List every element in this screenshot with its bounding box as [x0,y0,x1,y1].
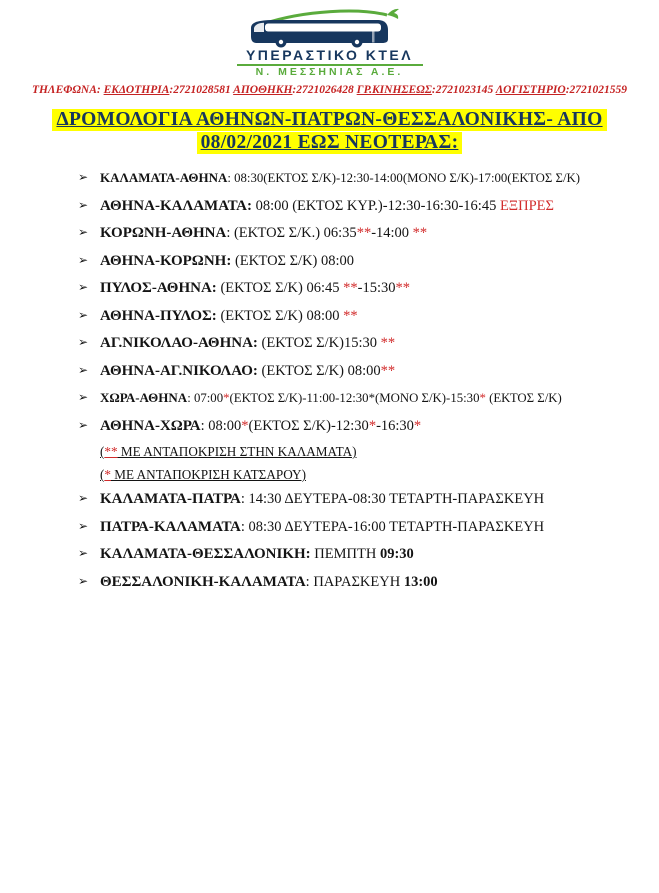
route-times: (ΕΚΤΟΣ Σ/Κ) 08:00 [257,362,381,379]
arrow-bullet-icon: ➢ [78,417,89,432]
arrow-bullet-icon: ➢ [78,280,89,294]
title-line-1: ΔΡΟΜΟΛΟΓΙΑ ΑΘΗΝΩΝ-ΠΑΤΡΩΝ-ΘΕΣΣΑΛΟΝΙΚΗΣ- ΑΠΟ [52,109,606,131]
route-times: : ΠΑΡΑΣΚΕΥΗ [305,573,404,590]
phone-number: :2721021559 [565,84,628,96]
route-line [100,279,410,297]
routes-list [78,169,618,591]
route-times: (ΕΚΤΟΣ Σ/Κ) 08:00 [231,252,355,269]
footnote [100,467,618,483]
route-line [100,417,421,435]
route-times: ΠΕΜΠΤΗ [310,546,380,562]
route-name: ΠΥΛΟΣ-ΑΘΗΝΑ: [100,280,217,296]
route-name: ΑΘΗΝΑ-ΑΓ.ΝΙΚΟΛΑΟ: [100,362,258,379]
red-marker: ** [412,225,428,241]
arrow-bullet-icon: ➢ [78,197,89,212]
route-times: 13:00 [403,573,438,590]
route-row [78,279,618,297]
route-line [100,490,544,508]
route-name: ΚΟΡΩΝΗ-ΑΘΗΝΑ [100,225,227,241]
page-title [0,109,659,155]
arrow-bullet-icon: ➢ [78,335,89,349]
route-row [78,490,618,508]
red-marker: ΕΞΠΡΕΣ [499,197,554,214]
route-row [78,545,618,563]
route-name: ΑΘΗΝΑ-ΚΟΡΩΝΗ: [100,252,232,269]
arrow-bullet-icon: ➢ [78,307,89,322]
route-times: -14:00 [371,225,413,241]
arrow-bullet-icon: ➢ [78,518,89,533]
arrow-bullet-icon: ➢ [78,362,89,377]
route-times: : 08:00 [200,417,242,434]
phone-number: :2721026428 [292,84,357,96]
route-row [78,252,618,270]
red-marker: ** [343,280,358,296]
route-times: : 08:30(ΕΚΤΟΣ Σ/Κ)-12:30-14:00(ΜΟΝΟ Σ/Κ)-17:00(ΕΚΤΟΣ Σ/Κ) [227,171,581,185]
route-times: : 07:00 [187,391,224,405]
route-name: ΑΘΗΝΑ-ΧΩΡΑ [100,417,201,434]
footnote-text: ΜΕ ΑΝΤΑΠΟΚΡΙΣΗ ΣΤΗΝ ΚΑΛΑΜΑΤΑ) [117,444,357,459]
route-line [100,307,358,325]
red-marker: * [223,391,230,405]
route-times: (ΕΚΤΟΣ Σ/Κ)15:30 [257,335,381,351]
route-row [78,307,618,325]
footnote [100,444,618,460]
route-line [100,197,554,215]
logo-company-name: ΥΠΕΡΑΣΤΙΚΟ ΚΤΕΛ [245,47,414,63]
phone-prefix: ΤΗΛΕΦΩΝΑ: [31,84,104,96]
route-name: ΑΘΗΝΑ-ΠΥΛΟΣ: [100,307,217,324]
route-times: 09:30 [379,546,414,562]
route-row [78,389,618,407]
route-line [100,169,580,187]
red-marker: ** [104,444,118,459]
arrow-bullet-icon: ➢ [78,252,89,267]
route-row [78,169,618,187]
title-line-2: 08/02/2021 ΕΩΣ ΝΕΟΤΕΡΑΣ: [197,132,463,154]
route-name: ΑΘΗΝΑ-ΚΑΛΑΜΑΤΑ: [100,197,252,214]
route-times: (ΕΚΤΟΣ Σ/Κ) [485,391,562,405]
route-row [78,362,618,380]
route-line [100,545,414,563]
phone-number: :2721028581 [169,84,234,96]
red-marker: * [241,417,249,434]
route-name: ΠΑΤΡΑ-ΚΑΛΑΜΑΤΑ [100,518,241,535]
phone-label: ΓΡ.ΚΙΝΗΣΕΩΣ [356,84,432,96]
route-times: -15:30 [357,280,396,296]
route-row [78,518,618,536]
phone-numbers-line [0,84,659,96]
red-marker: ** [380,362,396,379]
route-line [100,389,562,407]
red-marker: * [479,391,486,405]
route-times: : 08:30 ΔΕΥΤΕΡΑ-16:00 ΤΕΤΑΡΤΗ-ΠΑΡΑΣΚΕΥΗ [240,518,545,535]
route-name: ΚΑΛΑΜΑΤΑ-ΑΘΗΝΑ [100,170,228,185]
route-times: : 14:30 ΔΕΥΤΕΡΑ-08:30 ΤΕΤΑΡΤΗ-ΠΑΡΑΣΚΕΥΗ [240,491,545,507]
route-row [78,197,618,215]
route-times: : (ΕΚΤΟΣ Σ/Κ.) 06:35 [226,225,357,241]
red-marker: * [413,417,422,434]
logo-company-subname: Ν. ΜΕΣΣΗΝΙΑΣ Α.Ε. [255,66,404,78]
arrow-bullet-icon: ➢ [78,491,89,505]
red-marker: ** [380,335,396,351]
red-marker: ** [356,225,372,241]
route-name: ΚΑΛΑΜΑΤΑ-ΘΕΣΣΑΛΟΝΙΚΗ: [100,546,311,562]
phone-label: ΕΚΔΟΤΗΡΙΑ [103,84,170,96]
footnote-text: ( [100,467,105,482]
phone-label: ΛΟΓΙΣΤΗΡΙΟ [495,84,566,96]
logo [0,0,659,80]
route-line [100,334,395,352]
phone-number: :2721023145 [431,84,496,96]
logo-inner [235,8,425,78]
arrow-bullet-icon: ➢ [78,546,89,560]
red-marker: * [104,467,111,482]
route-row [78,417,618,435]
red-marker: ** [395,280,410,296]
route-line [100,518,544,536]
bus-icon [235,8,425,48]
arrow-bullet-icon: ➢ [78,573,89,588]
footnote-text: ( [100,444,105,459]
footnote-text: ΜΕ ΑΝΤΑΠΟΚΡΙΣΗ ΚΑΤΣΑΡΟΥ) [111,467,306,482]
arrow-bullet-icon: ➢ [78,225,89,239]
route-name: ΚΑΛΑΜΑΤΑ-ΠΑΤΡΑ [100,491,241,507]
route-times: (ΕΚΤΟΣ Σ/Κ)-12:30 [248,417,369,434]
route-name: ΧΩΡΑ-ΑΘΗΝΑ [100,390,188,405]
route-row [78,334,618,352]
route-name: ΑΓ.ΝΙΚΟΛΑΟ-ΑΘΗΝΑ: [100,335,258,351]
route-name: ΘΕΣΣΑΛΟΝΙΚΗ-ΚΑΛΑΜΑΤΑ [100,573,306,590]
red-marker: ** [343,307,358,324]
route-times: (ΕΚΤΟΣ Σ/Κ)-11:00-12:30*(ΜΟΝΟ Σ/Κ)-15:30 [229,391,480,405]
route-row [78,224,618,242]
route-row [78,573,618,591]
route-line [100,224,427,242]
route-line [100,362,395,380]
route-times: (ΕΚΤΟΣ Σ/Κ) 06:45 [216,280,344,296]
arrow-bullet-icon: ➢ [78,390,89,404]
route-line [100,252,354,270]
arrow-bullet-icon: ➢ [78,170,89,184]
route-times: (ΕΚΤΟΣ Σ/Κ) 08:00 [216,307,344,324]
phone-label: ΑΠΟΘΗΚΗ [233,84,293,96]
route-line [100,573,438,591]
red-marker: * [368,417,377,434]
route-times: -16:30 [376,417,414,434]
route-times: 08:00 (ΕΚΤΟΣ ΚΥΡ.)-12:30-16:30-16:45 [251,197,500,214]
